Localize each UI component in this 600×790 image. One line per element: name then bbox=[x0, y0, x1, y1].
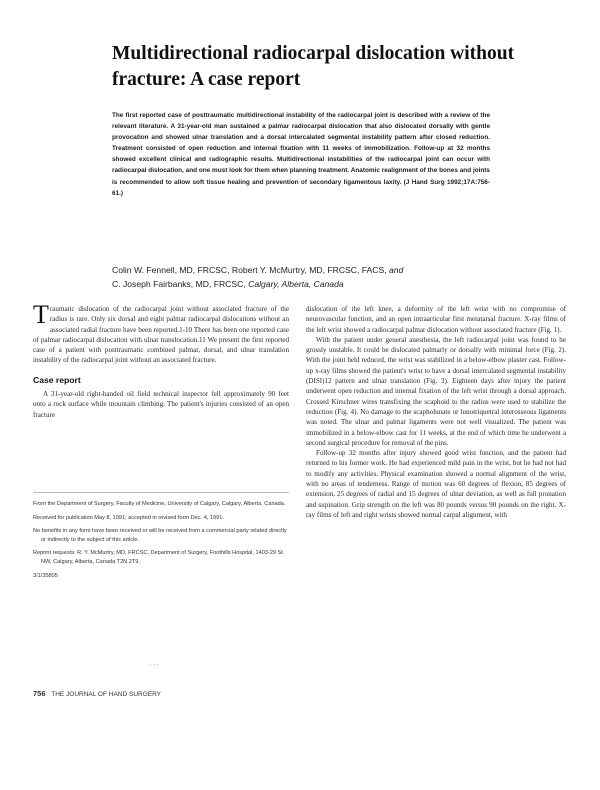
intro-paragraph bbox=[33, 300, 289, 366]
article-title: Multidirectional radiocarpal dislocation without fracture: A case report bbox=[112, 43, 515, 90]
intro-text: raumatic dislocation of the radiocarpal joint without associated fracture of the radius is rare. Only six dorsal and eight palmar radiocarpal dislocations without an associated radial fracture have been reported.1-10 There has been one reported case of palmar radiocarpal dislocation with ulnar translocation.11 We present the first reported case of a patient with posttraumatic combined palmar, dorsal, and ulnar translation instability of the radiocarpal joint without an associated fracture. bbox=[33, 305, 289, 365]
footnote-received: Received for publication May 8, 1991; accepted in revised form Dec. 4, 1991. bbox=[33, 514, 224, 521]
right-paragraph-2: With the patient under general anesthesia, the left radiocarpal joint was found to be grossly unstable. It could be dislocated palmarly or dorsally with minimal force (Fig. 2). With the joint held reduced, the wrist was stabilized in a below-elbow plaster cast. Follow-up x-ray films showed the patient's wrist to have a dorsal intercalated segmental instability (DISI)12 pattern and ulnar translation (Fig. 3). Eighteen days after injury the patient underwent open reduction and internal fixation of the left wrist through a dorsal approach. Crossed Kirschner wires transfixing the scaphoid to the radius were used to stabilize the reduction (Fig. 4). No damage to the scapholunate or lunotriquetral interosseous ligaments was noted. The ulnar and palmar ligaments were not well visualized. The patient was immobilized in a below-elbow cast for 11 weeks, at the end of which time he underwent a second surgical procedure for removal of the pins. bbox=[306, 335, 566, 447]
case-report-paragraph: A 31-year-old right-handed oil field technical inspector fell approximately 90 feet onto a rock surface while mountain climbing. The patient's injuries consisted of an open fracture bbox=[33, 390, 289, 419]
author-location: Calgary, Alberta, Canada bbox=[248, 278, 344, 289]
footnote-reprint: Reprint requests: R. Y. McMurtry, MD, FRCSC, Department of Surgery, Foothills Hospital, 1403-29 St. NW, Calgary, Alberta, Canada T2N 2T9. bbox=[33, 550, 285, 565]
authors-and: and bbox=[388, 265, 404, 275]
authors-line-1: Colin W. Fennell, MD, FRCSC, Robert Y. McMurtry, MD, FRCSC, FACS, bbox=[112, 265, 387, 275]
footnote-divider bbox=[33, 492, 289, 493]
separator-dots: . . . bbox=[150, 661, 159, 667]
right-paragraph-1: dislocation of the left knee, a deformity of the left wrist with no compromise of neurovascular function, and an open intraarticular first metatarsal fracture. X-ray films of the left wrist showed a radiocarpal palmar dislocation without associated fracture (Fig. 1). bbox=[306, 305, 566, 334]
left-column bbox=[33, 300, 289, 420]
page-footer bbox=[33, 689, 333, 698]
abstract: The first reported case of posttraumatic multidirectional instability of the radiocarpal joint is described with a review of the relevant literature. A 31-year-old man sustained a palmar radiocarpal dislocation that also dislocated dorsally with gentle provocation and showed ulnar translation and a dorsal intercalated segmental instability pattern after closed reduction. Treatment consisted of open reduction and internal fixation with 11 weeks of immobilization. Follow-up at 32 months showed excellent clinical and radiographic results. Multidirectional instabilities of the radiocarpal joint can occur with radiocarpal dislocation, and one must look for them when planning treatment. Anatomic realignment of the bones and joints is recommended to allow soft tissue healing and prevention of secondary ligamentous laxity. (J Hand Surg 1992;17A:756-61.) bbox=[112, 112, 490, 197]
drop-cap: T bbox=[33, 300, 49, 329]
footnote-affiliation: From the Department of Surgery, Faculty of Medicine, University of Calgary, Calgary, Alberta, Canada. bbox=[33, 501, 286, 507]
footnotes bbox=[33, 500, 289, 585]
footnote-benefits: No benefits in any form have been received or will be received from a commercial party related directly or indirectly to the subject of this article. bbox=[33, 528, 287, 543]
right-paragraph-3: Follow-up 32 months after injury showed good wrist function, and the patient had returned to his former work. He had experienced mild pain in the wrist, but he had not had to modify any activities. Physical examination showed a normal alignment of the wrist, with no areas of tenderness. Range of motion was 60 degrees of flexion, 85 degrees of extension, 25 degrees of radial and 15 degrees of ulnar deviation, as well as full pronation and supination. Grip strength on the left was 80 pounds versus 90 pounds on the right. X-ray films of left and right wrists showed normal carpal alignment, with bbox=[306, 449, 566, 519]
journal-name: THE JOURNAL OF HAND SURGERY bbox=[51, 691, 162, 698]
authors-line-2: C. Joseph Fairbanks, MD, FRCSC, bbox=[112, 278, 246, 289]
page-number: 756 bbox=[33, 689, 46, 698]
section-heading-case-report: Case report bbox=[33, 374, 81, 385]
right-column bbox=[306, 304, 566, 520]
author-list bbox=[112, 264, 532, 291]
footnote-id: 3/1/35805 bbox=[33, 572, 58, 579]
